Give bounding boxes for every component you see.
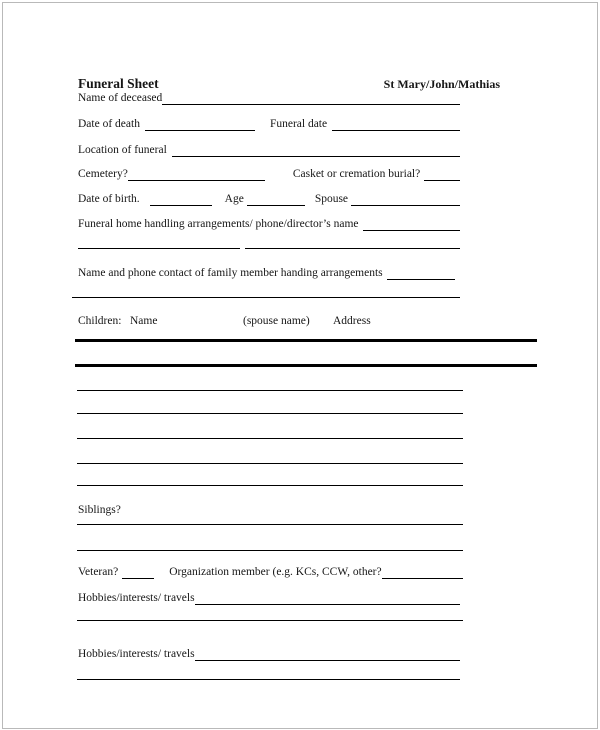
hobbies-blank[interactable]	[195, 648, 460, 661]
children-writing-line[interactable]	[77, 438, 463, 439]
spouse-blank[interactable]	[351, 193, 460, 206]
children-writing-line[interactable]	[77, 485, 463, 486]
family-contact-continuation-blank[interactable]	[72, 297, 460, 298]
cemetery-label: Cemetery?	[78, 168, 128, 180]
spacer	[265, 180, 293, 181]
hobbies-continuation-blank[interactable]	[77, 620, 463, 621]
siblings-writing-line[interactable]	[77, 550, 463, 551]
organization-member-label: Organization member (e.g. KCs, CCW, other?	[169, 566, 382, 578]
children-writing-line[interactable]	[77, 390, 463, 391]
spacer	[140, 205, 150, 206]
family-contact-label: Name and phone contact of family member handing arrangements	[78, 267, 383, 279]
spacer	[305, 205, 315, 206]
funeral-date-label: Funeral date	[269, 118, 328, 130]
date-of-birth-blank[interactable]	[150, 193, 212, 206]
thick-divider-rule	[75, 339, 537, 342]
hobbies-continuation-blank[interactable]	[77, 679, 460, 680]
siblings-label: Siblings?	[78, 504, 121, 516]
funeral-home-label: Funeral home handling arrangements/ phone/director’s name	[78, 218, 359, 230]
funeral-home-continuation-blank[interactable]	[245, 236, 460, 249]
date-of-death-label: Date of death	[78, 118, 140, 130]
page-title: Funeral Sheet	[78, 76, 159, 91]
children-name-column-label: Name	[130, 315, 158, 327]
spacer	[255, 130, 270, 131]
name-of-deceased-blank[interactable]	[162, 92, 460, 105]
veteran-label: Veteran?	[78, 566, 119, 578]
spacer	[154, 578, 169, 579]
children-writing-line[interactable]	[77, 413, 463, 414]
funeral-home-blank[interactable]	[363, 218, 461, 231]
organization-member-blank[interactable]	[382, 566, 463, 579]
veteran-blank[interactable]	[122, 566, 154, 579]
hobbies-label: Hobbies/interests/ travels	[78, 648, 195, 660]
cemetery-blank[interactable]	[128, 168, 265, 181]
date-of-death-blank[interactable]	[145, 118, 255, 131]
hobbies-label: Hobbies/interests/ travels	[78, 592, 195, 604]
funeral-home-continuation-blank[interactable]	[78, 236, 240, 249]
location-of-funeral-label: Location of funeral	[78, 144, 167, 156]
age-label: Age	[224, 193, 244, 205]
location-of-funeral-blank[interactable]	[172, 144, 460, 157]
spouse-label: Spouse	[314, 193, 349, 205]
siblings-writing-line[interactable]	[77, 524, 463, 525]
spacer	[212, 205, 225, 206]
children-writing-line[interactable]	[77, 463, 463, 464]
thick-divider-rule	[75, 364, 537, 367]
age-blank[interactable]	[247, 193, 305, 206]
hobbies-blank[interactable]	[195, 592, 460, 605]
family-contact-blank[interactable]	[387, 267, 455, 280]
casket-or-cremation-label: Casket or cremation burial?	[292, 168, 421, 180]
date-of-birth-label: Date of birth.	[78, 193, 140, 205]
casket-or-cremation-blank[interactable]	[424, 168, 460, 181]
funeral-date-blank[interactable]	[332, 118, 460, 131]
parish-name: St Mary/John/Mathias	[383, 77, 500, 91]
children-address-column-label: Address	[333, 315, 371, 327]
children-label: Children:	[78, 315, 122, 327]
children-spouse-column-label: (spouse name)	[243, 315, 310, 327]
name-of-deceased-label: Name of deceased	[78, 92, 163, 104]
